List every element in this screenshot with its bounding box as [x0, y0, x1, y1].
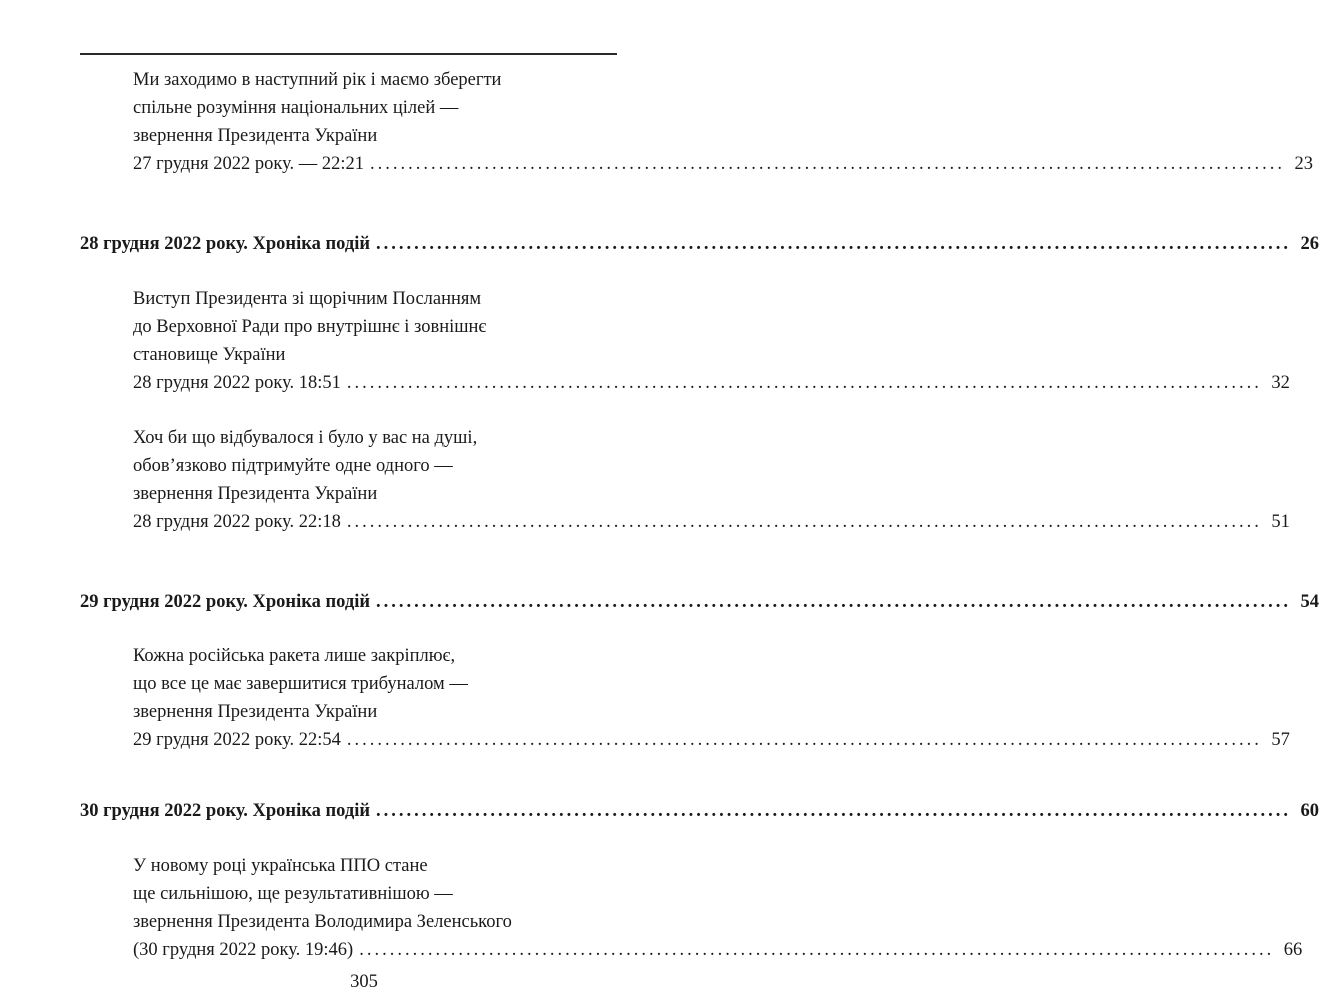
toc-page-number: 66 [1283, 940, 1303, 960]
header-rule [80, 53, 617, 55]
toc-page-number: 26 [1300, 234, 1319, 254]
page-number: 305 [350, 972, 378, 992]
toc-entry-title-line: У новому році українська ППО стане [133, 856, 428, 876]
toc-page-number: 57 [1271, 730, 1290, 750]
toc-entry-title-line: обов’язково підтримуйте одне одного — [133, 456, 453, 476]
toc-entry-date: 28 грудня 2022 року. 18:51 [133, 373, 341, 393]
toc-entry-title-line: становище України [133, 345, 286, 365]
toc-entry-title-line: спільне розуміння національних цілей — [133, 98, 459, 118]
toc-entry-leader-line[interactable] [133, 726, 1290, 754]
dot-leader: ........................................................................................................................ [359, 940, 1275, 960]
toc-entry-leader-line[interactable] [133, 936, 1303, 964]
toc-page-number: 51 [1271, 512, 1290, 532]
dot-leader: ........................................................................................................................ [376, 234, 1292, 254]
toc-entry-title-line: звернення Президента Володимира Зеленського [133, 912, 512, 932]
dot-leader: ........................................................................................................................ [346, 512, 1262, 532]
dot-leader: ........................................................................................................................ [346, 373, 1262, 393]
dot-leader: ........................................................................................................................ [370, 154, 1286, 174]
toc-entry-title-line: Ми заходимо в наступний рік і маємо зберегти [133, 70, 502, 90]
toc-entry-date: (30 грудня 2022 року. 19:46) [133, 940, 354, 960]
toc-section-heading[interactable] [80, 230, 1319, 258]
toc-heading-text: 29 грудня 2022 року. Хроніка подій [80, 592, 371, 612]
toc-entry-title-line: звернення Президента України [133, 126, 378, 146]
toc-section-heading[interactable] [80, 588, 1319, 616]
toc-entry-title-line: Виступ Президента зі щорічним Посланням [133, 289, 482, 309]
toc-entry-title-line: Хоч би що відбувалося і було у вас на душі, [133, 428, 478, 448]
toc-entry-date: 29 грудня 2022 року. 22:54 [133, 730, 341, 750]
toc-heading-text: 30 грудня 2022 року. Хроніка подій [80, 801, 371, 821]
toc-entry-title-line: що все це має завершитися трибуналом — [133, 674, 468, 694]
dot-leader: ........................................................................................................................ [376, 592, 1292, 612]
toc-page-number: 23 [1294, 154, 1314, 174]
toc-entry-title-line: ще сильнішою, ще результативнішою — [133, 884, 453, 904]
toc-entry-title-line: Кожна російська ракета лише закріплює, [133, 646, 456, 666]
toc-entry-title-line: звернення Президента України [133, 702, 378, 722]
toc-entry-date: 27 грудня 2022 року. — 22:21 [133, 154, 365, 174]
toc-entry-date: 28 грудня 2022 року. 22:18 [133, 512, 341, 532]
toc-section-heading[interactable] [80, 797, 1319, 825]
toc-heading-text: 28 грудня 2022 року. Хроніка подій [80, 234, 371, 254]
toc-entry-title-line: звернення Президента України [133, 484, 378, 504]
toc-entry-leader-line[interactable] [133, 508, 1290, 536]
toc-page-number: 54 [1300, 592, 1319, 612]
toc-entry-title-line: до Верховної Ради про внутрішнє і зовнішнє [133, 317, 487, 337]
toc-entry-leader-line[interactable] [133, 150, 1314, 178]
dot-leader: ........................................................................................................................ [376, 801, 1292, 821]
toc-page-number: 60 [1300, 801, 1319, 821]
dot-leader: ........................................................................................................................ [346, 730, 1262, 750]
toc-entry-leader-line[interactable] [133, 369, 1290, 397]
toc-page-number: 32 [1271, 373, 1290, 393]
